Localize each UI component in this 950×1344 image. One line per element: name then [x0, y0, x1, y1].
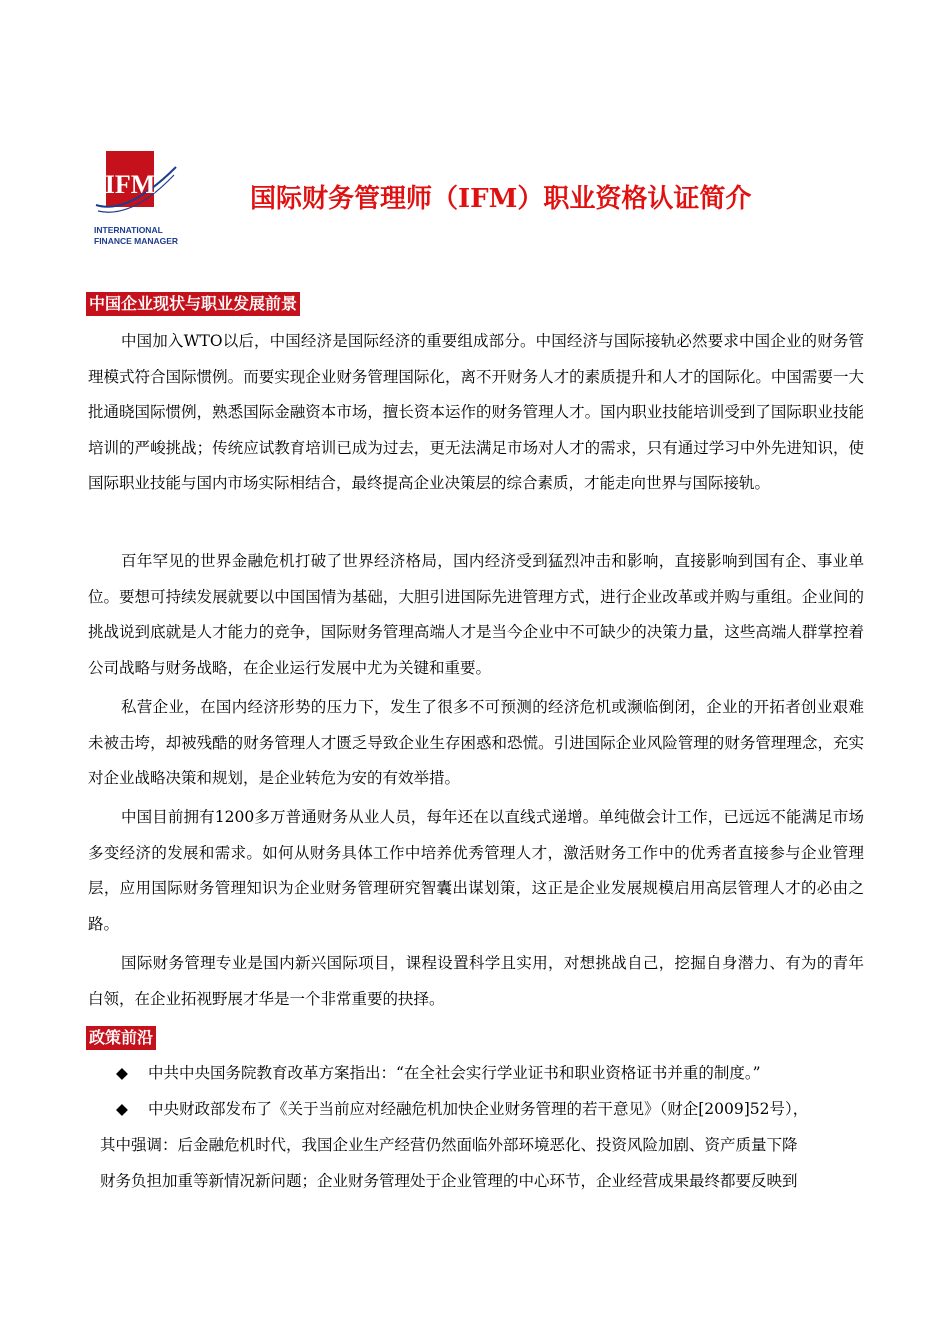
policy-bullet-1 [88, 1056, 868, 1092]
logo-subtitle-line2: FINANCE MANAGER [94, 236, 179, 246]
diamond-bullet-icon: ◆ [116, 1064, 128, 1082]
paragraph-4: 中国目前拥有1200多万普通财务从业人员，每年还在以直线式递增。单纯做会计工作，已远远不能满足市场多变经济的发展和需求。如何从财务具体工作中培养优秀管理人才，激活财务工作中的优秀者直接参与企业管理层，应用国际财务管理知识为企业财务管理研究智囊出谋划策，这正是企业发展规模启用高层管理人才的必由之路。 [88, 808, 864, 933]
paragraph-3: 私营企业，在国内经济形势的压力下，发生了很多不可预测的经济危机或濒临倒闭，企业的开拓者创业艰难未被击垮，却被残酷的财务管理人才匮乏导致企业生存困惑和恐慌。引进国际企业风险管理的财务管理理念，充实对企业战略决策和规划，是企业转危为安的有效举措。 [88, 698, 864, 787]
page-title: 国际财务管理师（IFM）职业资格认证简介 [250, 184, 752, 214]
ifm-logo-graphic [88, 145, 180, 249]
ifm-logo [88, 145, 180, 249]
section-heading-policy: 政策前沿 [86, 1026, 156, 1050]
section-heading-outlook: 中国企业现状与职业发展前景 [86, 292, 300, 316]
logo-monogram: IFM [104, 170, 156, 199]
paragraph-2: 百年罕见的世界金融危机打破了世界经济格局，国内经济受到猛烈冲击和影响，直接影响到国有企、事业单位。要想可持续发展就要以中国国情为基础，大胆引进国际先进管理方式，进行企业改革或并购与重组。企业间的挑战说到底就是人才能力的竞争，国际财务管理高端人才是当今企业中不可缺少的决策力量，这些高端人群掌控着公司战略与财务战略，在企业运行发展中尤为关键和重要。 [88, 552, 864, 677]
logo-subtitle-line1: INTERNATIONAL [94, 225, 163, 235]
policy-bullet-2-line-2: 其中强调：后金融危机时代，我国企业生产经营仍然面临外部环境恶化、投资风险加剧、资产质量下降 [100, 1136, 798, 1154]
paragraph-5: 国际财务管理专业是国内新兴国际项目，课程设置科学且实用，对想挑战自己，挖掘自身潜力、有为的青年白领，在企业拓视野展才华是一个非常重要的抉择。 [88, 954, 864, 1008]
policy-bullet-1-text: 中共中央国务院教育改革方案指出：“在全社会实行学业证书和职业资格证书并重的制度。” [148, 1064, 761, 1082]
policy-bullet-2-line-1: 中央财政部发布了《关于当前应对经融危机加快企业财务管理的若干意见》（财企[2009]52号）， [148, 1100, 809, 1118]
paragraph-1: 中国加入WTO以后，中国经济是国际经济的重要组成部分。中国经济与国际接轨必然要求中国企业的财务管理模式符合国际惯例。而要实现企业财务管理国际化，离不开财务人才的素质提升和人才的国际化。中国需要一大批通晓国际惯例，熟悉国际金融资本市场，擅长资本运作的财务管理人才。国内职业技能培训受到了国际职业技能培训的严峻挑战；传统应试教育培训已成为过去，更无法满足市场对人才的需求，只有通过学习中外先进知识，使国际职业技能与国内市场实际相结合，最终提高企业决策层的综合素质，才能走向世界与国际接轨。 [88, 332, 864, 492]
diamond-bullet-icon: ◆ [116, 1100, 128, 1118]
policy-bullet-2-line-3: 财务负担加重等新情况新问题；企业财务管理处于企业管理的中心环节，企业经营成果最终都要反映到 [100, 1172, 798, 1190]
policy-bullet-2 [88, 1092, 868, 1128]
